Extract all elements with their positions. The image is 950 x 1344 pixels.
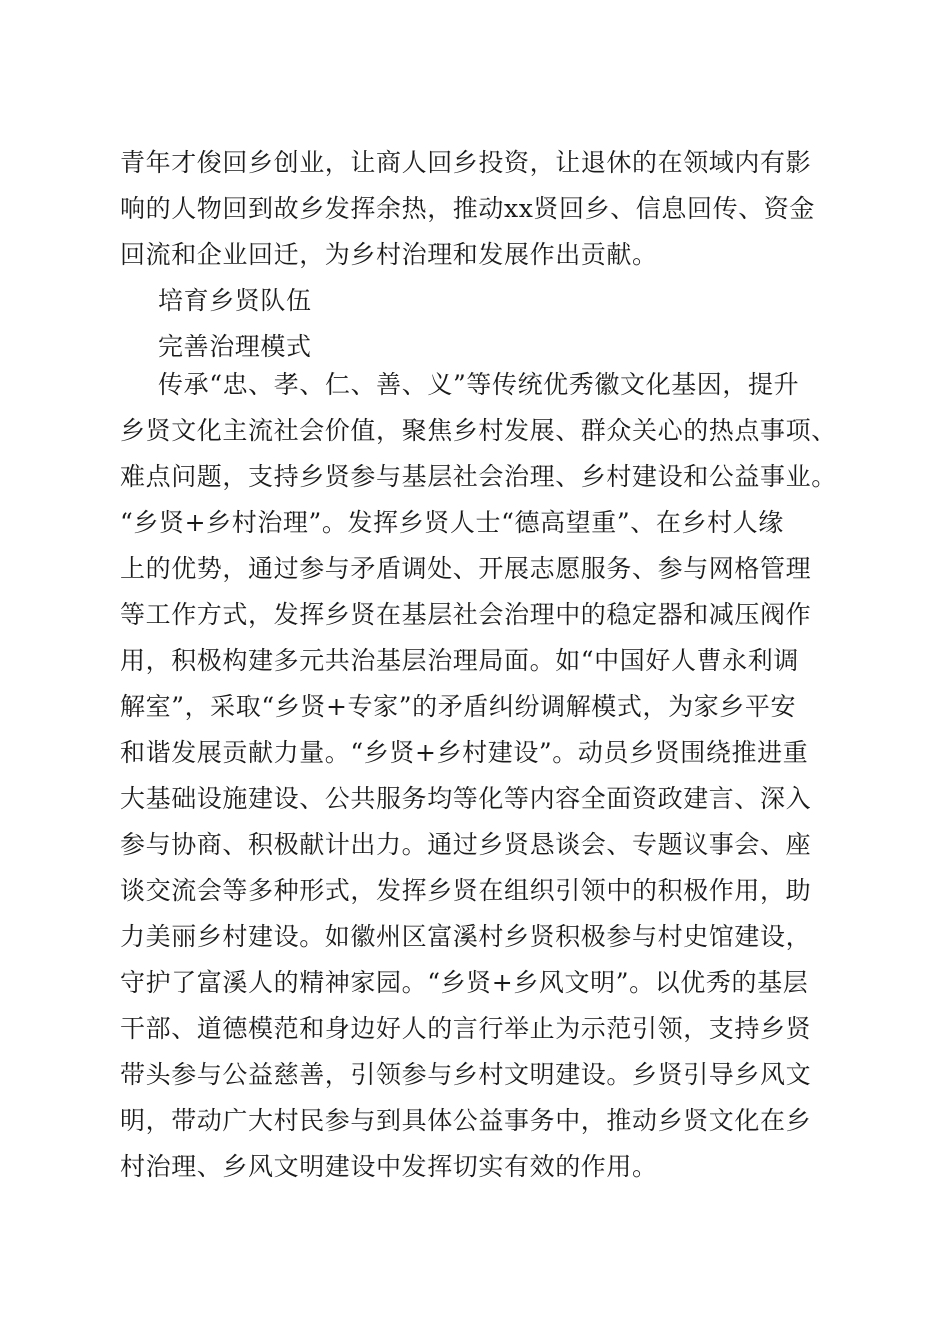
text-line: 响的人物回到故乡发挥余热，推动xx贤回乡、信息回传、资金 [120, 194, 816, 223]
text-line: 乡贤文化主流社会价值，聚焦乡村发展、群众关心的热点事项、 [120, 416, 837, 445]
text-line: 回流和企业回迁，为乡村治理和发展作出贡献。 [120, 240, 658, 269]
text-line: 守护了富溪人的精神家园。“乡贤+乡风文明”。以优秀的基层 [120, 968, 809, 997]
section-heading: 完善治理模式 [158, 332, 312, 361]
section-heading: 培育乡贤队伍 [158, 286, 312, 315]
text-line: 参与协商、积极献计出力。通过乡贤恳谈会、专题议事会、座 [120, 830, 812, 859]
text-line: 解室”，采取“乡贤+专家”的矛盾纠纷调解模式，为家乡平安 [120, 692, 797, 721]
text-line: 带头参与公益慈善，引领参与乡村文明建设。乡贤引导乡风文 [120, 1060, 812, 1089]
text-line: “乡贤+乡村治理”。发挥乡贤人士“德高望重”、在乡村人缘 [120, 508, 784, 537]
text-line: 用，积极构建多元共治基层治理局面。如“中国好人曹永利调 [120, 646, 799, 675]
text-line: 和谐发展贡献力量。“乡贤+乡村建设”。动员乡贤围绕推进重 [120, 738, 809, 767]
paragraph-start-line: 传承“忠、孝、仁、善、义”等传统优秀徽文化基因，提升 [158, 370, 800, 399]
text-line: 上的优势，通过参与矛盾调处、开展志愿服务、参与网格管理 [120, 554, 812, 583]
text-line: 村治理、乡风文明建设中发挥切实有效的作用。 [120, 1152, 658, 1181]
text-line: 大基础设施建设、公共服务均等化等内容全面资政建言、深入 [120, 784, 812, 813]
text-line: 干部、道德模范和身边好人的言行举止为示范引领，支持乡贤 [120, 1014, 812, 1043]
text-line: 等工作方式，发挥乡贤在基层社会治理中的稳定器和减压阀作 [120, 600, 812, 629]
text-line: 难点问题，支持乡贤参与基层社会治理、乡村建设和公益事业。 [120, 462, 837, 491]
text-line: 谈交流会等多种形式，发挥乡贤在组织引领中的积极作用，助 [120, 876, 812, 905]
text-line: 力美丽乡村建设。如徽州区富溪村乡贤积极参与村史馆建设， [120, 922, 812, 951]
text-line: 青年才俊回乡创业，让商人回乡投资，让退休的在领域内有影 [120, 148, 812, 177]
text-line: 明，带动广大村民参与到具体公益事务中，推动乡贤文化在乡 [120, 1106, 812, 1135]
